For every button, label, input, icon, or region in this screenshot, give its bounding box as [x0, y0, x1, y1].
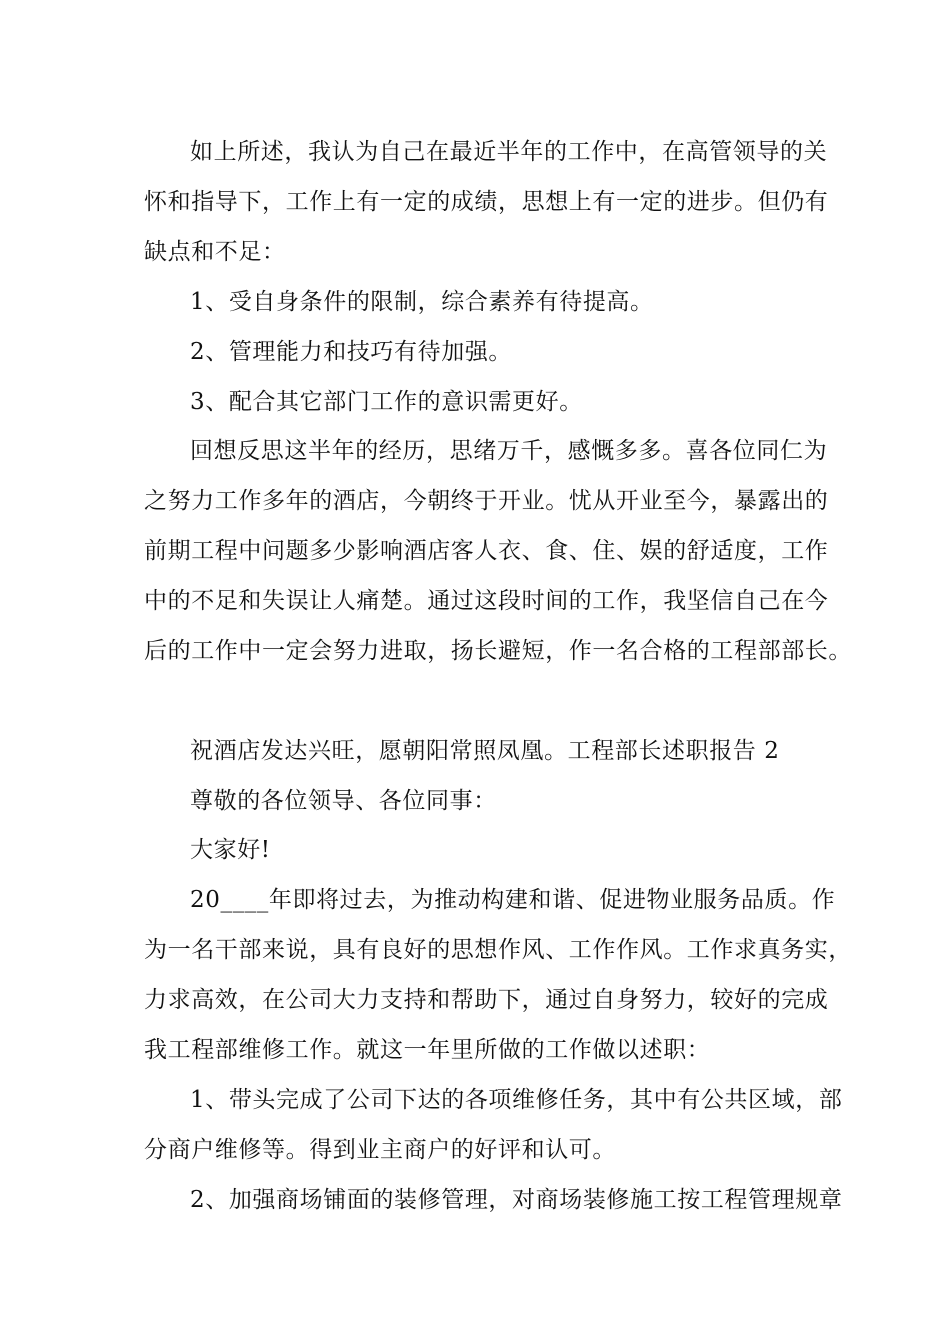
list-item: 1、带头完成了公司下达的各项维修任务，其中有公共区域，部	[190, 1087, 843, 1113]
list-item: 1、受自身条件的限制，综合素养有待提高。	[190, 289, 654, 315]
text-line: 前期工程中问题多少影响酒店客人衣、食、住、娱的舒适度，工作	[144, 538, 829, 564]
list-item: 3、配合其它部门工作的意识需更好。	[190, 389, 583, 415]
salutation: 尊敬的各位领导、各位同事：	[190, 788, 497, 814]
text-line: 为一名干部来说，具有良好的思想作风、工作作风。工作求真务实，	[144, 937, 852, 963]
text-line: 我工程部维修工作。就这一年里所做的工作做以述职：	[144, 1037, 711, 1063]
greeting: 大家好!	[190, 837, 271, 863]
text-line: 中的不足和失误让人痛楚。通过这段时间的工作，我坚信自己在今	[144, 588, 829, 614]
text-line: 如上所述，我认为自己在最近半年的工作中，在高管领导的关	[190, 139, 828, 165]
list-item: 2、加强商场铺面的装修管理，对商场装修施工按工程管理规章	[190, 1187, 843, 1213]
text-line: 后的工作中一定会努力进取，扬长避短，作一名合格的工程部部长。	[144, 638, 852, 664]
text-line: 怀和指导下，工作上有一定的成绩，思想上有一定的进步。但仍有	[144, 189, 829, 215]
text-line: 祝酒店发达兴旺，愿朝阳常照凤凰。工程部长述职报告 2	[190, 738, 780, 764]
text-line: 之努力工作多年的酒店，今朝终于开业。忧从开业至今，暴露出的	[144, 488, 829, 514]
text-line: 回想反思这半年的经历，思绪万千，感慨多多。喜各位同仁为	[190, 438, 828, 464]
text-line: 分商户维修等。得到业主商户的好评和认可。	[144, 1137, 616, 1163]
text-line: 力求高效，在公司大力支持和帮助下，通过自身努力，较好的完成	[144, 987, 829, 1013]
text-line: 20____年即将过去，为推动构建和谐、促进物业服务品质。作	[190, 887, 836, 913]
list-item: 2、管理能力和技巧有待加强。	[190, 339, 513, 365]
text-line: 缺点和不足：	[144, 239, 286, 265]
